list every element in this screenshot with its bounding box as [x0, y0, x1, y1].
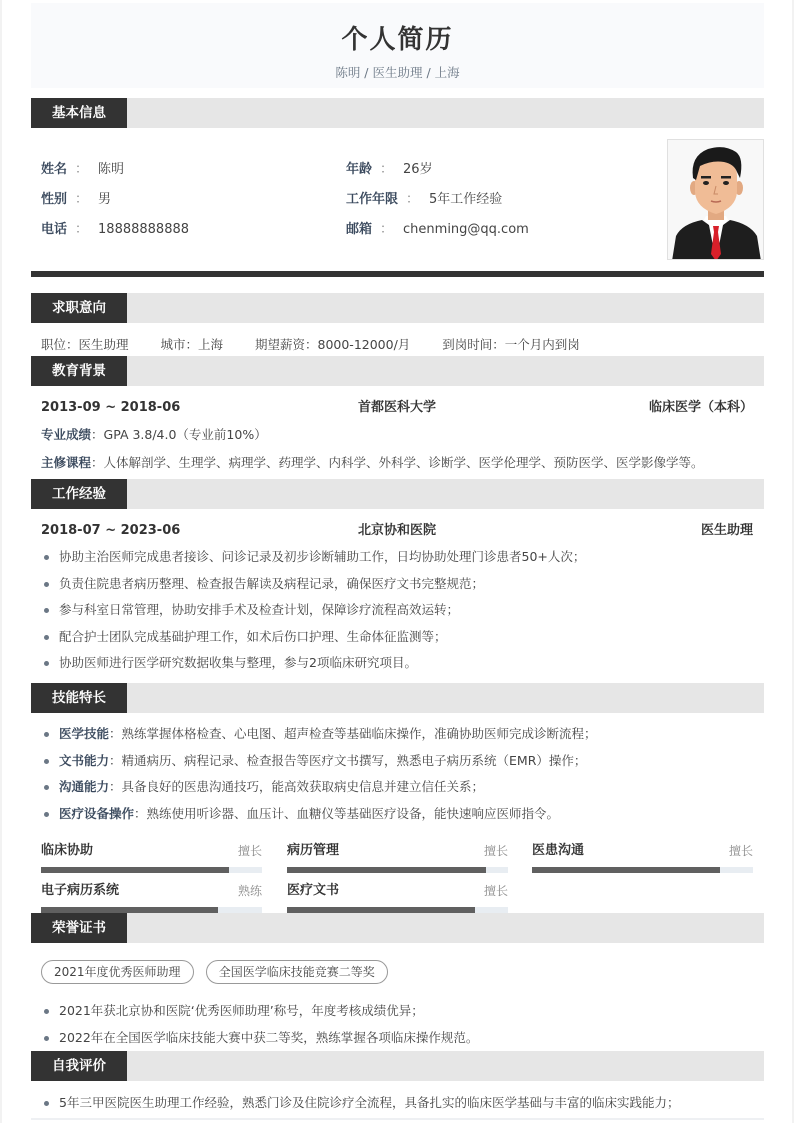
skill-level: 擅长: [483, 884, 508, 898]
skill-level: 熟练: [237, 884, 262, 898]
honor-tag: 全国医学临床技能竞赛二等奖: [206, 960, 388, 984]
info-value: 5年工作经验: [429, 192, 503, 207]
list-item: [41, 721, 761, 748]
skill-track: [287, 867, 508, 873]
honor-tags: [41, 960, 396, 984]
list-item: [41, 801, 761, 828]
section-title: 工作经验: [31, 479, 127, 509]
section-title: 基本信息: [31, 98, 127, 128]
avatar-illustration-icon: [668, 140, 764, 260]
education-entry-header: [41, 398, 753, 418]
work-company: 北京协和医院: [357, 523, 436, 538]
info-colon: ：: [75, 192, 89, 207]
section-header-self-eval: [31, 1051, 764, 1081]
self-eval-bullets: [41, 1090, 761, 1117]
skill-level: 擅长: [237, 844, 262, 858]
list-item: 协助主治医师完成患者接诊、问诊记录及初步诊断辅助工作，日均协助处理门诊患者50+人次；: [41, 544, 761, 571]
section-header-honors: [31, 913, 764, 943]
info-gender: [41, 190, 111, 210]
job-intent-row: [41, 335, 608, 355]
honor-tag: 2021年度优秀医师助理: [41, 960, 194, 984]
section-title: 荣誉证书: [31, 913, 127, 943]
skill-track: [532, 867, 753, 873]
info-label: 工作年限: [346, 192, 399, 207]
intent-availability: 到岗时间：一个月内到岗: [442, 337, 580, 352]
skill-level: 擅长: [483, 844, 508, 858]
info-age: [346, 160, 433, 180]
info-value: chenming@qq.com: [403, 222, 529, 237]
list-item: 5年三甲医院医生助理工作经验，熟悉门诊及住院诊疗全流程，具备扎实的临床医学基础与丰富的临床实践能力；: [41, 1090, 761, 1117]
education-gpa: [41, 425, 267, 445]
info-label: 性别: [41, 192, 68, 207]
skill-name: 电子病历系统: [41, 883, 120, 898]
section-title: 教育背景: [31, 356, 127, 386]
skill-bar-clinical-assist: [41, 842, 262, 882]
section-header-basic-info: [31, 98, 764, 128]
section-title: 自我评价: [31, 1051, 127, 1081]
info-value: 18888888888: [98, 222, 190, 237]
divider: [31, 271, 764, 277]
skill-fill: [532, 867, 720, 873]
page-subtitle: 陈明 / 医生助理 / 上海: [335, 65, 460, 80]
work-period: 2018-07 ~ 2023-06: [41, 523, 181, 538]
skill-text: ：精通病历、病程记录、检查报告等医疗文书撰写，熟悉电子病历系统（EMR）操作；: [109, 752, 587, 768]
skill-label: 医疗设备操作: [59, 805, 135, 821]
education-courses: [41, 453, 704, 473]
honor-bullets: [41, 998, 761, 1051]
skill-name: 医患沟通: [532, 843, 585, 858]
skill-fill: [41, 867, 229, 873]
courses-label: 主修课程: [41, 455, 92, 470]
section-header-education: [31, 356, 764, 386]
skill-name: 医疗文书: [287, 883, 340, 898]
resume-header: [31, 3, 764, 88]
info-colon: ：: [380, 222, 394, 237]
skill-fill: [287, 867, 486, 873]
list-item: 负责住院患者病历整理、检查报告解读及病程记录，确保医疗文书完整规范；: [41, 571, 761, 598]
skill-level: 擅长: [728, 844, 753, 858]
info-label: 年龄: [346, 162, 373, 177]
section-title: 技能特长: [31, 683, 127, 713]
info-colon: ：: [75, 162, 89, 177]
list-item: 2021年获北京协和医院‘优秀医师助理’称号，年度考核成绩优异；: [41, 998, 761, 1025]
info-colon: ：: [406, 192, 420, 207]
work-position: 医生助理: [700, 523, 753, 538]
list-item: 2022年在全国医学临床技能大赛中获二等奖，熟练掌握各项临床操作规范。: [41, 1025, 761, 1052]
intent-city: 城市：上海: [160, 337, 224, 352]
skill-text: ：熟练使用听诊器、血压计、血糖仪等基础医疗设备，能快速响应医师指令。: [134, 805, 560, 821]
intent-position: 职位：医生助理: [41, 337, 129, 352]
info-value: 26岁: [403, 162, 433, 177]
info-colon: ：: [380, 162, 394, 177]
skill-name: 病历管理: [287, 843, 340, 858]
list-item: 配合护士团队完成基础护理工作，如术后伤口护理、生命体征监测等；: [41, 624, 761, 651]
section-title: 求职意向: [31, 293, 127, 323]
skill-label: 医学技能: [59, 726, 110, 741]
skill-label: 沟通能力: [59, 779, 110, 794]
skill-text: ：熟练掌握体格检查、心电图、超声检查等基础临床操作，准确协助医师完成诊断流程；: [109, 726, 597, 741]
info-experience-years: [346, 190, 502, 210]
list-item: [41, 748, 761, 775]
work-entry-header: [41, 521, 753, 541]
info-label: 姓名: [41, 162, 68, 177]
page-title: 个人简历: [341, 25, 454, 55]
section-header-job-intent: [31, 293, 764, 323]
skill-bar-record-management: [287, 842, 508, 882]
skill-text: ：具备良好的医患沟通技巧，能高效获取病史信息并建立信任关系；: [109, 779, 485, 794]
page-edge-left: [0, 0, 2, 1123]
skill-label: 文书能力: [59, 752, 110, 768]
info-phone: [41, 220, 189, 240]
work-bullets: [41, 544, 761, 677]
info-name: [41, 160, 124, 180]
skill-name: 临床协助: [41, 843, 94, 858]
skills-bullets: [41, 721, 761, 827]
list-item: 协助医师进行医学研究数据收集与整理，参与2项临床研究项目。: [41, 650, 761, 677]
info-value: 男: [98, 192, 112, 207]
gpa-value: ：GPA 3.8/4.0（专业前10%）: [91, 427, 267, 442]
education-period: 2013-09 ~ 2018-06: [41, 400, 181, 415]
section-header-work: [31, 479, 764, 509]
skill-track: [41, 867, 262, 873]
education-major: 临床医学（本科）: [648, 400, 753, 415]
section-header-skills: [31, 683, 764, 713]
skill-bar-communication: [532, 842, 753, 882]
courses-value: ：人体解剖学、生理学、病理学、药理学、内科学、外科学、诊断学、医学伦理学、预防医学、医学影像学等。: [91, 455, 704, 470]
divider: [31, 1118, 764, 1120]
info-email: [346, 220, 529, 240]
info-value: 陈明: [98, 162, 125, 177]
gpa-label: 专业成绩: [41, 427, 92, 442]
avatar-photo: [667, 139, 764, 260]
list-item: [41, 774, 761, 801]
intent-salary: 期望薪资：8000-12000/月: [255, 337, 411, 352]
info-label: 电话: [41, 222, 68, 237]
info-label: 邮箱: [346, 222, 373, 237]
list-item: 参与科室日常管理，协助安排手术及检查计划，保障诊疗流程高效运转；: [41, 597, 761, 624]
education-school: 首都医科大学: [357, 400, 436, 415]
info-colon: ：: [75, 222, 89, 237]
